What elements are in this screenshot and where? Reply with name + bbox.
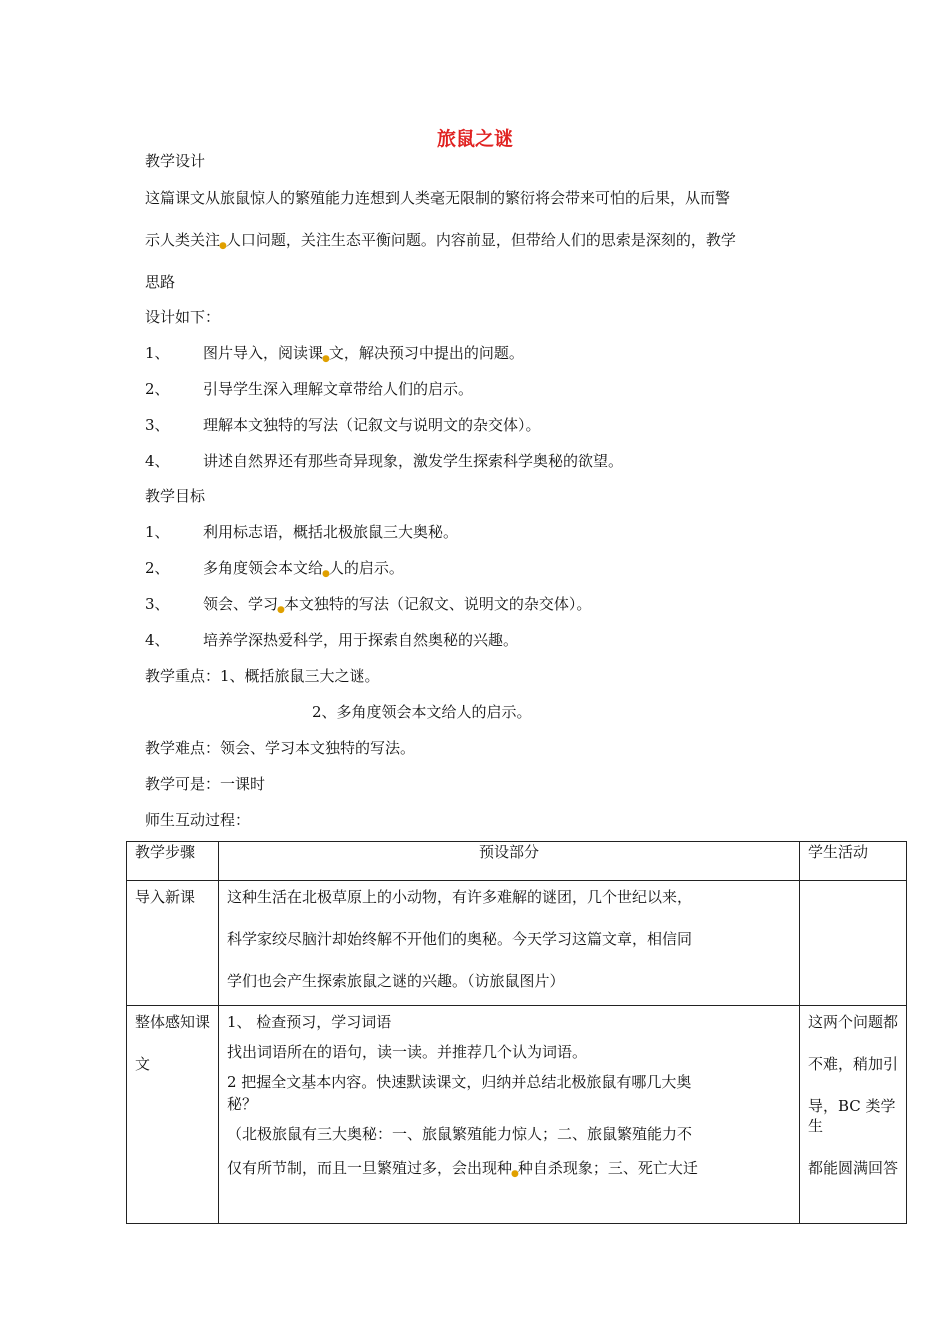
class-hours: 教学可是：一课时 [145,775,266,793]
preset-cell: 这种生活在北极草原上的小动物，有许多难解的谜团，几个世纪以来， 科学家绞尽脑汁却始终解不开他们的奥秘。今天学习这篇文章，相信同 学们也会产生探索旅鼠之谜的兴趣。（访旅鼠图片） [219,881,800,1006]
dot-mark: ● [322,354,330,364]
intro-line-3: 思路 [145,273,176,291]
goal-item-1: 1、 利用标志语，概括北极旅鼠三大奥秘。 [145,523,459,541]
section-heading-goals: 教学目标 [145,487,206,505]
activity-cell: 这两个问题都 不难，稍加引 导，BC 类学生 都能圆满回答 [800,1006,907,1224]
preset-cell: 1、 检查预习，学习词语 找出词语所在的语句，读一读。并推荐几个认为词语。 2 把握全文基本内容。快速默读课文，归纳并总结北极旅鼠有哪几大奥 秘？ （北极旅鼠有三大奥秘：一、旅鼠繁殖能力惊人；二、旅鼠繁殖能力不 仅有所节制，而且一旦繁殖过多，会出现种$_●$种自杀现象；三、死亡大迁 [219,1006,800,1224]
header-preset: 预设部分 [219,842,800,881]
table-row [127,881,907,1006]
difficulty: 教学难点：领会、学习本文独特的写法。 [145,739,416,757]
design-item-2: 2、 引导学生深入理解文章带给人们的启示。 [145,380,474,398]
goal-item-4: 4、 培养学深热爱科学，用于探索自然奥秘的兴趣。 [145,631,519,649]
design-item-3: 3、 理解本文独特的写法（记叙文与说明文的杂交体）。 [145,416,541,434]
header-activity: 学生活动 [800,842,907,881]
section-heading-design: 教学设计 [145,152,206,170]
design-item-1: 1、 图片导入，阅读课$_●$文，解决预习中提出的问题。 [145,344,524,364]
document-title: 旅鼠之谜 [436,128,513,150]
process-heading: 师生互动过程： [145,811,251,829]
table-row [127,1006,907,1224]
step-cell: 整体感知课 文 [127,1006,219,1224]
goal-item-3: 3、 领会、学习$_●$本文独特的写法（记叙文、说明文的杂交体）。 [145,595,592,615]
design-item-4: 4、 讲述自然界还有那些奇异现象，激发学生探索科学奥秘的欲望。 [145,452,624,470]
key-points-2: 2、多角度领会本文给人的启示。 [312,703,532,721]
goal-item-2: 2、 多角度领会本文给$_●$人的启示。 [145,559,404,579]
dot-mark: ● [511,1169,519,1179]
key-points: 教学重点：1、概括旅鼠三大之谜。 [145,667,380,685]
step-cell: 导入新课 [127,881,219,1006]
intro-line-1: 这篇课文从旅鼠惊人的繁殖能力连想到人类毫无限制的繁衍将会带来可怕的后果，从而警 [145,189,731,207]
dot-mark: ● [219,241,227,251]
header-step: 教学步骤 [127,842,219,881]
dot-mark: ● [322,569,330,579]
table-header-row [127,842,907,881]
design-follow: 设计如下： [145,308,221,326]
intro-line-2: 示人类关注$_●$人口问题，关注生态平衡问题。内容前显，但带给人们的思索是深刻的，教学 [145,231,736,251]
lesson-table [126,841,907,1224]
activity-cell [800,881,907,1006]
dot-mark: ● [277,605,285,615]
